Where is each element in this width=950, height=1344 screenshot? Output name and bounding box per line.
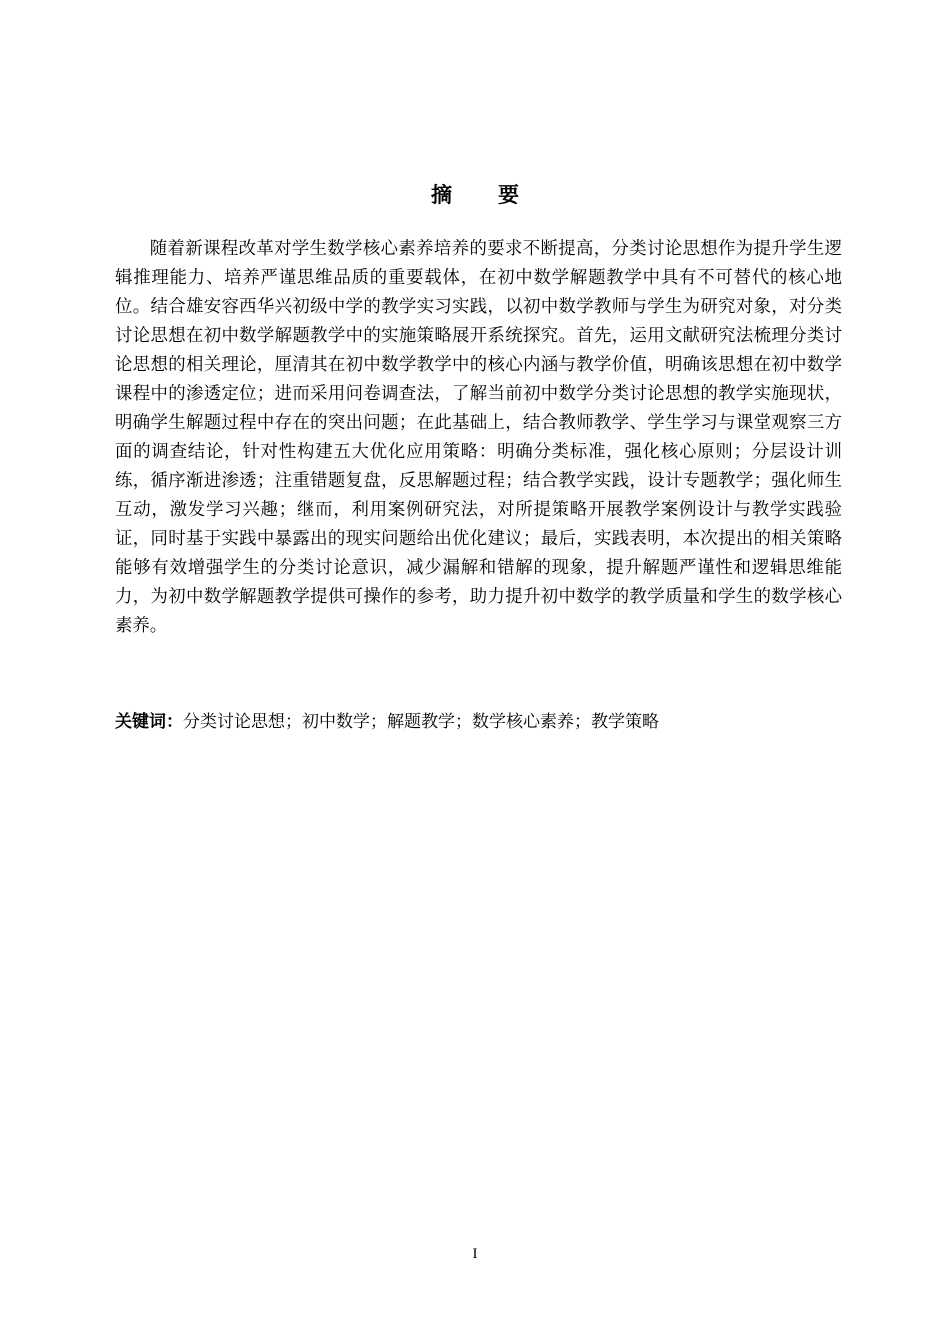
abstract-paragraph: 随着新课程改革对学生数学核心素养培养的要求不断提高，分类讨论思想作为提升学生逻辑推理能力、培养严谨思维品质的重要载体，在初中数学解题教学中具有不可替代的核心地位。结合雄安容西华兴初级中学的教学实习实践，以初中数学教师与学生为研究对象，对分类讨论思想在初中数学解题教学中的实施策略展开系统探究。首先，运用文献研究法梳理分类讨论思想的相关理论，厘清其在初中数学教学中的核心内涵与教学价值，明确该思想在初中数学课程中的渗透定位；进而采用问卷调查法，了解当前初中数学分类讨论思想的教学实施现状，明确学生解题过程中存在的突出问题；在此基础上，结合教师教学、学生学习与课堂观察三方面的调查结论，针对性构建五大优化应用策略：明确分类标准，强化核心原则；分层设计训练，循序渐进渗透；注重错题复盘，反思解题过程；结合教学实践，设计专题教学；强化师生互动，激发学习兴趣；继而，利用案例研究法，对所提策略开展教学案例设计与教学实践验证，同时基于实践中暴露出的现实问题给出优化建议；最后，实践表明，本次提出的相关策略能够有效增强学生的分类讨论意识，减少漏解和错解的现象，提升解题严谨性和逻辑思维能力，为初中数学解题教学提供可操作的参考，助力提升初中数学的教学质量和学生的数学核心素养。: [115, 239, 842, 636]
abstract-title: [0, 180, 950, 210]
keywords-line: [115, 708, 842, 737]
page-number: I: [472, 1246, 478, 1262]
keywords-text: 分类讨论思想；初中数学；解题教学；数学核心素养；教学策略: [183, 712, 659, 732]
abstract-title-char-1: 摘: [431, 183, 452, 207]
abstract-title-char-2: 要: [498, 183, 519, 207]
keywords-label: 关键词：: [115, 712, 183, 732]
